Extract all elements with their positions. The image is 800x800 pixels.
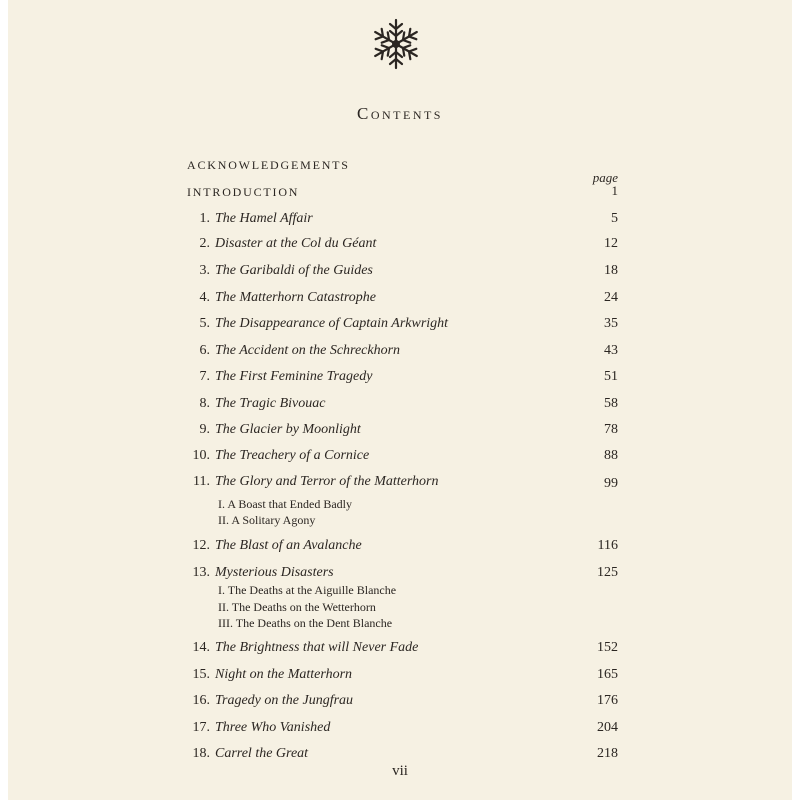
chapter-title: Disaster at the Col du Géant [215,236,377,251]
chapter-title: Three Who Vanished [215,720,331,735]
chapter-title: Tragedy on the Jungfrau [215,693,354,708]
chapter-title: The Glory and Terror of the Matterhorn [215,474,439,489]
page-title: Contents [356,104,443,123]
chapter-page: 43 [604,343,618,358]
chapter-title: Carrel the Great [215,746,309,761]
chapter-title: The Disappearance of Captain Arkwright [215,316,449,331]
chapter-number: 2. [199,236,210,251]
chapter-page: 125 [597,565,618,580]
chapter-page: 176 [597,693,618,708]
chapter-page: 5 [611,211,618,226]
chapter-part: II. A Solitary Agony [218,513,316,527]
chapter-page: 58 [604,396,618,411]
chapter-page: 51 [604,369,618,384]
chapter-number: 3. [199,263,210,278]
chapter-page: 88 [604,448,618,463]
chapter-number: 15. [192,667,210,682]
chapter-number: 18. [192,746,210,761]
chapter-title: The Hamel Affair [215,211,313,226]
chapter-number: 16. [192,693,210,708]
acknowledgements-entry: ACKNOWLEDGEMENTS [187,158,350,172]
chapter-number: 9. [199,422,210,437]
chapter-page: 78 [604,422,618,437]
chapter-page: 24 [604,290,618,305]
snowflake-icon [368,16,424,72]
chapter-number: 4. [199,290,210,305]
chapter-page: 18 [604,263,618,278]
chapter-part: III. The Deaths on the Dent Blanche [218,616,393,630]
chapter-page: 152 [597,640,618,655]
chapter-title: The Tragic Bivouac [215,396,326,411]
chapter-number: 11. [193,474,210,489]
chapter-title: The Brightness that will Never Fade [215,640,419,655]
chapter-title: The Matterhorn Catastrophe [215,290,377,305]
chapter-page: 12 [604,236,618,251]
page-folio: vii [392,763,408,779]
chapter-number: 17. [192,720,210,735]
chapter-title: Night on the Matterhorn [215,667,353,682]
chapter-number: 6. [199,343,210,358]
chapter-number: 8. [199,396,210,411]
chapter-number: 5. [199,316,210,331]
chapter-title: The Glacier by Moonlight [215,422,361,437]
chapter-number: 10. [192,448,210,463]
chapter-page: 116 [597,538,618,553]
page-column-label: page [592,170,618,185]
chapter-part: I. The Deaths at the Aiguille Blanche [218,583,397,597]
chapter-page: 99 [604,476,618,491]
chapter-part: I. A Boast that Ended Badly [218,497,352,511]
chapter-title: The First Feminine Tragedy [215,369,373,384]
chapter-title: Mysterious Disasters [215,565,334,580]
introduction-entry: INTRODUCTION [187,185,300,199]
chapter-number: 13. [192,565,210,580]
chapter-number: 7. [199,369,210,384]
chapter-number: 12. [192,538,210,553]
chapter-page: 218 [597,746,618,761]
introduction-page-number: 1 [611,183,618,198]
chapter-title: The Garibaldi of the Guides [215,263,373,278]
chapter-title: The Accident on the Schreckhorn [215,343,401,358]
chapter-part: II. The Deaths on the Wetterhorn [218,600,376,614]
chapter-page: 165 [597,667,618,682]
chapter-number: 14. [192,640,210,655]
chapter-number: 1. [199,211,210,226]
chapter-title: The Treachery of a Cornice [215,448,370,463]
chapter-page: 35 [604,316,618,331]
chapter-page: 204 [597,720,618,735]
chapter-title: The Blast of an Avalanche [215,538,362,553]
